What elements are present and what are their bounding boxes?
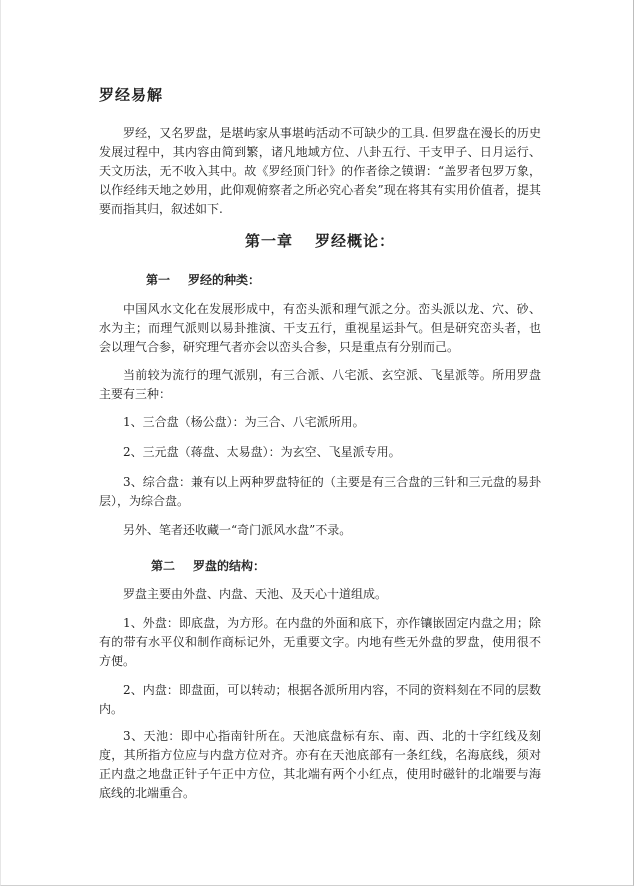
paragraph: 当前较为流行的理气派别，有三合派、八宅派、玄空派、飞星派等。所用罗盘主要有三种： — [99, 368, 541, 401]
intro-paragraph: 罗经，又名罗盘，是堪屿家从事堪屿活动不可缺少的工具. 但罗盘在漫长的历史发展过程中，其内容由简到繁，诸凡地域方位、八卦五行、干支甲子、日月运行、天文历法，无不收入其中。故《罗经顶门针》的作者徐之镆谓：“盖罗者包罗万象，以作经纬天地之妙用，此仰观俯察者之所必究心者矣”现在将其有实用价值者，提其要而指其归，叙述如下. — [99, 126, 541, 216]
list-item: 3、天池：即中心指南针所在。天池底盘标有东、南、西、北的十字红线及刻度，其所指方位应与内盘方位对齐。亦有在天池底部有一条红线，名海底线，须对正内盘之地盘正针子午正中方位，其北端有两个小红点，使用时磁针的北端要与海底线的北端重合。 — [99, 729, 541, 800]
list-item: 2、内盘：即盘面，可以转动；根据各派所用内容，不同的资料刻在不同的层数内。 — [99, 683, 541, 716]
section-heading-2 — [151, 557, 265, 574]
paragraph: 罗盘主要由外盘、内盘、天池、及天心十道组成。 — [123, 587, 388, 601]
list-item: 2、三元盘（蒋盘、太易盘）：为玄空、飞星派专用。 — [123, 445, 401, 459]
section-number: 第二 — [151, 559, 176, 573]
section-heading-1 — [146, 271, 260, 288]
chapter-heading — [99, 230, 541, 251]
list-item: 1、三合盘（杨公盘）：为三合、八宅派所用。 — [123, 415, 365, 429]
paragraph: 中国风水文化在发展形成中，有峦头派和理气派之分。峦头派以龙、穴、砂、水为主；而理气派则以易卦推演、干支五行，重视星运卦气。但是研究峦头者，也会以理气合参，研究理气者亦会以峦头合参，只是重点有分别而己。 — [99, 302, 541, 354]
section-title: 罗经的种类： — [188, 273, 261, 287]
chapter-title: 罗经概论： — [315, 232, 396, 250]
chapter-number: 第一章 — [244, 232, 293, 250]
section-title: 罗盘的结构： — [193, 559, 266, 573]
list-item: 3、综合盘：兼有以上两种罗盘特征的（主要是有三合盘的三针和三元盘的易卦层），为综合盘。 — [99, 475, 541, 508]
paragraph: 另外、笔者还收藏一“奇门派风水盘”不录。 — [123, 523, 352, 537]
list-item: 1、外盘：即底盘，为方形。在内盘的外面和底下，亦作镶嵌固定内盘之用；除有的带有水平仪和制作商标记外，无重要文字。内地有些无外盘的罗盘，使用很不方便。 — [99, 616, 541, 668]
document-title: 罗经易解 — [99, 86, 164, 104]
section-number: 第一 — [146, 273, 171, 287]
